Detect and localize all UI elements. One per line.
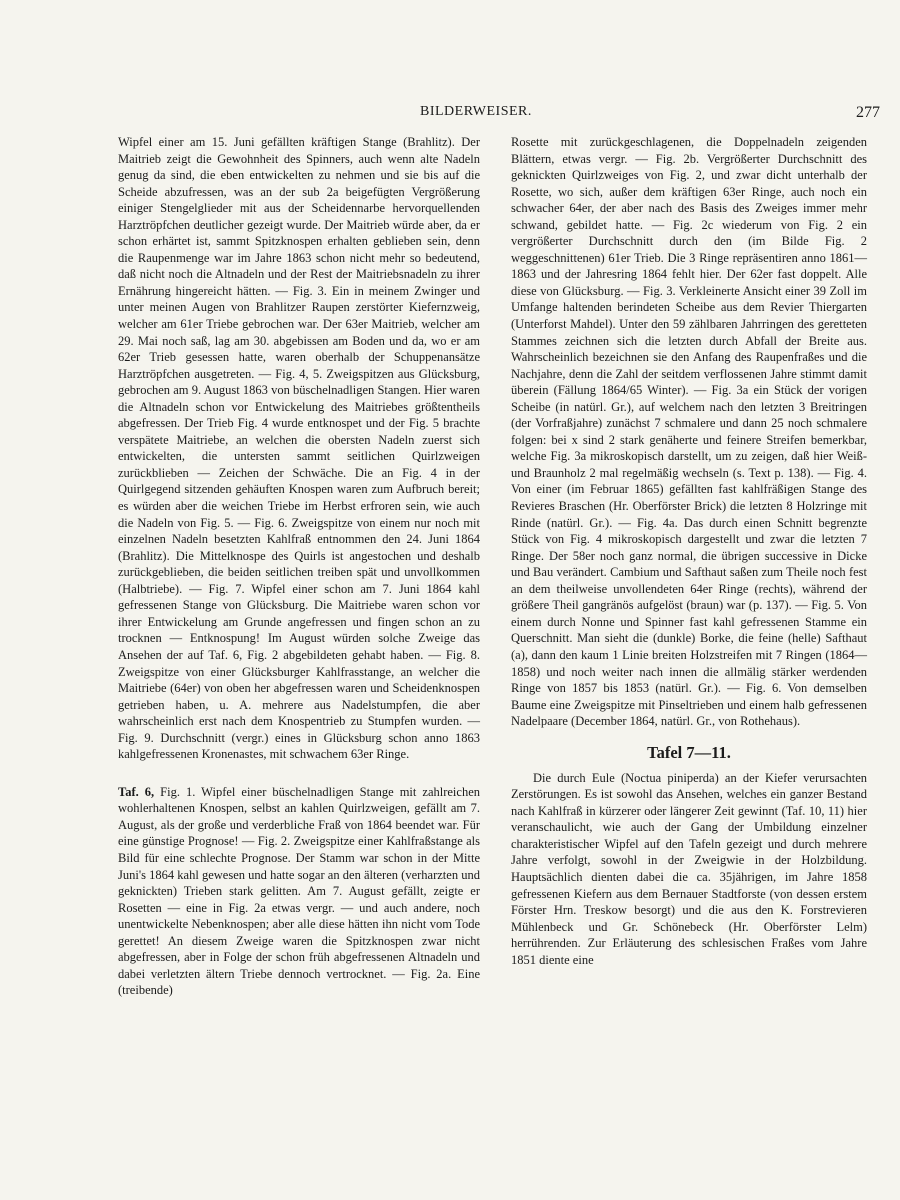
plate-6-text: Fig. 1. Wipfel einer büschelnadligen Stange mit zahlreichen wohlerhaltenen Knospen, selbst an kahlen Quirlzweigen, gefällt am 7. August, als der große und verderbliche Fraß von 1864 beendet war. Für eine günstige Prognose! — Fig. 2. Zweigspitze einer Kahlfraßstange als Bild für eine schlechte Prognose. Der Stamm war schon in der Mitte Juni's 1864 kahl gewesen und hatte sogar an den älteren (verharzten und geknickten) Trieben stark gelitten. Am 7. August gefällt, zeigte er Rosetten — eine in Fig. 2a etwas vergr. — und auch andere, noch unentwickelte Nebenknospen; aber alle diese hätten ihn nicht vom Tode gerettet! An diesem Zweige waren die Spitzknospen zwar nicht abgefressen, aber in Folge der schon früh abgefressenen Altnadeln und dabei verletzten ältern Triebe dennoch vertrocknet. — Fig. 2a. Eine (treibende) [118, 784, 480, 998]
section-heading: Tafel 7—11. [647, 742, 731, 762]
right-paragraph-1: Rosette mit zurückgeschlagenen, die Doppelnadeln zeigenden Blättern, etwas vergr. — Fig. 2b. Vergrößerter Durchschnitt des geknickten Quirlzweiges von Fig. 2, und zwar dicht unterhalb der Rosette, wo sich, außer dem kräftigen 63er Ringe, auch noch ein schwacher 64er, der aber nach des Basis des Zweiges immer mehr schwand, gebildet hatte. — Fig. 2c wiederum von Fig. 2 ein vergrößerter Durchschnitt durch den (im Bilde Fig. 2 weggeschnittenen) 61er Trieb. Die 3 Ringe repräsentiren anno 1861—1863 und der Jahresring 1864 fehlt hier. Der 62er fast doppelt. Alle diese von Glücksburg. — Fig. 3. Verkleinerte Ansicht einer 39 Zoll im Umfange haltenden berindeten Scheibe aus dem Revier Thiergarten (Unterforst Mahdel). Unter den 59 zählbaren Jahrringen des geretteten Stammes zeichnen sich die letzten durch Abfall der Breite aus. Wahrscheinlich bezeichnen sie den Anfang des Raupenfraßes und die Nachjahre, denn die Zahl der seitdem verflossenen Jahre stimmt damit überein (Fällung 1864/65 Winter). — Fig. 3a ein Stück der vorigen Scheibe (in natürl. Gr.), auf welchem nach den letzten 3 Breitringen (der Vorfraßjahre) zunächst 7 schmalere und dann 25 noch schmalere folgen: bei x sind 2 stark genäherte und feinere Streifen bemerkbar, welche Fig. 3a mikroskopisch darstellt, um zu zeigen, daß hier Weiß- und Braunholz 2 mal regelmäßig wechseln (s. Text p. 138). — Fig. 4. Von einer (im Februar 1865) gefällten fast kahlfräßigen Stange des Revieres Braschen (Hr. Oberförster Brick) die letzten 8 Holzringe mit Rinde (natürl. Gr.). — Fig. 4a. Das durch einen Schnitt begrenzte Stück von Fig. 4 mikroskopisch dargestellt und zwar die letzten 7 Ringe. Der 58er noch ganz normal, die übrigen successive in Dicke und Bau verändert. Cambium und Safthaut saßen zum Theile noch fest an dem theilweise unvollendeten 64er Ringe (rechts), während der größere Theil gangränös aufgelöst (braun) war (p. 137). — Fig. 5. Von einem durch Nonne und Spinner fast kahl gefressenen Stamme ein Querschnitt. Man sieht die (dunkle) Borke, die feine (helle) Safthaut (a), dann den kaum 1 Linie breiten Holzstreifen mit 7 Ringen (1864—1858) und noch weiter nach innen die allmälig stärker werdenden Ringe von 1857 bis 1853 (natürl. Gr.). — Fig. 6. Von demselben Baume eine Zweigspitze mit Pinseltrieben und einem halb gefressenen Nadelpaare (December 1864, natürl. Gr., von Rothehaus). [511, 135, 867, 729]
left-column [118, 134, 480, 999]
page-number: 277 [856, 104, 880, 121]
left-paragraph-1: Wipfel einer am 15. Juni gefällten kräftigen Stange (Brahlitz). Der Maitrieb zeigt die Gewohnheit des Spinners, auch wenn alte Nadeln genug da sind, die eben entwickelten zu nehmen und sie bis auf die Scheide abzufressen, was an der sub 2a beigefügten Vergrößerung einiger Stengelglieder mit aus der Scheidennarbe hervorquellenden Harztröpfchen deutlicher gezeigt wurde. Der Maitrieb würde aber, da er schon erhärtet ist, sammt Spitzknospen erhalten geblieben sein, denn die Raupenmenge war im Jahre 1863 schon nicht mehr so bedeutend, daß nicht noch die Altnadeln und der Rest der Maitriebsnadeln zu ihrer Ernährung hingereicht hätten. — Fig. 3. Ein in meinem Zwinger und unter meinen Augen von Brahlitzer Raupen zerstörter Kiefernzweig, welcher am 61er Triebe gebrochen war. Der 63er Maitrieb, welcher am 29. Mai noch saß, lag am 30. abgebissen am Boden und da, wo er am 62er Trieb gesessen hatte, waren oberhalb der Schuppenansätze Harztröpfchen ausgetreten. — Fig. 4, 5. Zweigspitzen aus Glücksburg, gebrochen am 9. August 1863 von büschelnadligen Stangen. Hier waren die Altnadeln schon vor Entwickelung des Maitriebes größtentheils abgefressen. Der Trieb Fig. 4 wurde entknospet und der Fig. 5 brachte verspätete Maitriebe, an welchen die obersten Nadeln zuerst sich entwickelten, die untersten sammt seitlichen Quirlzweigen zurückblieben — Zeichen der Schwäche. Die an Fig. 4 in der Quirlgegend sitzenden gehäuften Knospen waren zum Aufbruch bereit; es würden aber die weichen Triebe im Herbst erfroren sein, wie auch die Nadeln von Fig. 5. — Fig. 6. Zweigspitze von einem nur noch mit einzelnen Nadeln besetzten Kahlfraß entnommen den 24. Juni 1864 (Brahlitz). Die Mittelknospe des Quirls ist angestochen und deshalb zurückgeblieben, die beiden seitlichen treiben spät und unvollkommen (Halbtriebe). — Fig. 7. Wipfel einer schon am 7. Juni 1864 kahl gefressenen Stange von Glücksburg. Die Maitriebe waren schon vor ihrer Entwickelung am Grunde angefressen und fingen schon an zu trocknen — Entknospung! Im August würden solche Zweige das Ansehen der auf Taf. 6, Fig. 2 abgebildeten gehabt haben. — Fig. 8. Zweigspitze von einer Glücksburger Kahlfrasstange, an welcher die Maitriebe (64er) von oben her abgefressen waren und Scheidenknospen getrieben haben, u. A. mehrere aus Nadelstumpfen, die aber wahrscheinlich erst nach dem Knospentrieb zu Stumpfen wurden. — Fig. 9. Durchschnitt (vergr.) eines in Glücksburg schon anno 1863 kahlgefressenen Kronenastes, mit schwachem 63er Ringe. [118, 135, 480, 762]
running-head [120, 104, 880, 126]
right-paragraph-2: Die durch Eule (Noctua piniperda) an der Kiefer verursachten Zerstörungen. Es ist sowohl das Ansehen, welches ein ganzer Bestand nach Kahlfraß in kürzerer oder längerer Zeit gewinnt (Taf. 10, 11) hier veranschaulicht, wie auch der Gang der Umbildung einzelner charakteristischer Wipfel auf den Tafeln gezeigt und durch mehrere Jahre verfolgt, sowohl in der Zweigwie in der Holzbildung. Hauptsächlich dienten dabei die ca. 35jährigen, im Jahre 1858 gefressenen Kiefern aus dem Bernauer Stadtforste (von dessen erstem Förster Hrn. Treskow besorgt) und die aus den K. Forstrevieren Mühlenbeck und Gr. Schönebeck (Hr. Oberförster Lelm) herrührenden. Zur Erläuterung des schlesischen Fraßes vom Jahre 1851 diente eine [511, 770, 867, 967]
plate-6-lead: Taf. 6, [118, 784, 155, 799]
page-header-title: BILDERWEISER. [420, 104, 532, 119]
left-paragraph-2 [118, 784, 480, 999]
right-column [511, 134, 867, 968]
